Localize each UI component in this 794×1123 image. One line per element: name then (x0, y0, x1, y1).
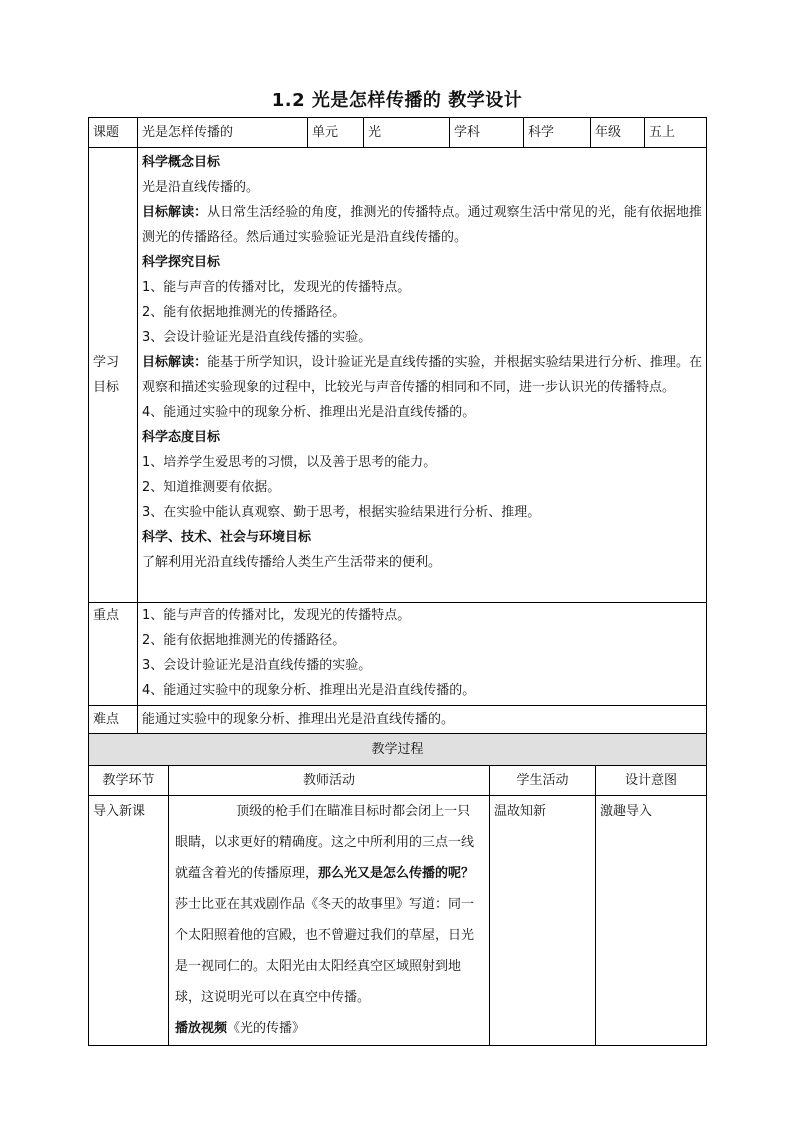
attitude-heading: 科学态度目标 (142, 430, 221, 445)
grade-value: 五上 (645, 118, 707, 148)
document-title: 1.2 光是怎样传播的 教学设计 (271, 90, 523, 111)
inquiry-item: 4、能通过实验中的现象分析、推理出光是沿直线传播的。 (142, 405, 476, 420)
inquiry-explanation: 目标解读：能基于所学知识，设计验证光是直线传播的实验，并根据实验结果进行分析、推理。在观察和描述实验现象的过程中，比较光与声音传播的相同和不同，进一步认识光的传播特点。 (142, 355, 702, 395)
key-points-content (138, 603, 707, 706)
objectives-content (138, 148, 707, 603)
video-line: 播放视频《光的传播》 (175, 1021, 306, 1036)
inquiry-item: 1、能与声音的传播对比，发现光的传播特点。 (142, 280, 411, 295)
subject-label: 学科 (450, 118, 524, 148)
stage-cell: 导入新课 (89, 796, 169, 1046)
teacher-activity-cell (169, 796, 490, 1046)
key-points-row (89, 603, 707, 706)
header-row (89, 118, 707, 148)
attitude-item: 3、在实验中能认真观察、勤于思考，根据实验结果进行分析、推理。 (142, 505, 541, 520)
col-header-intent: 设计意图 (596, 766, 707, 796)
objectives-label: 学习目标 (89, 148, 138, 603)
attitude-item: 2、知道推测要有依据。 (142, 480, 281, 495)
inquiry-item: 3、会设计验证光是沿直线传播的实验。 (142, 330, 372, 345)
process-heading-row (89, 734, 707, 766)
difficulty-text: 能通过实验中的现象分析、推理出光是沿直线传播的。 (138, 706, 707, 734)
key-point-item: 4、能通过实验中的现象分析、推理出光是沿直线传播的。 (142, 683, 476, 698)
difficulty-label: 难点 (89, 706, 138, 734)
design-intent-cell: 激趣导入 (596, 796, 707, 1046)
inquiry-heading: 科学探究目标 (142, 255, 221, 270)
teaching-process-table (88, 733, 707, 1046)
topic-label: 课题 (89, 118, 138, 148)
attitude-item: 1、培养学生爱思考的习惯，以及善于思考的能力。 (142, 455, 437, 470)
grade-label: 年级 (591, 118, 645, 148)
concept-explanation: 目标解读：从日常生活经验的角度，推测光的传播特点。通过观察生活中常见的光，能有依据地推测光的传播路径。然后通过实验验证光是沿直线传播的。 (142, 205, 702, 245)
concept-text: 光是沿直线传播的。 (142, 180, 260, 195)
key-points-label: 重点 (89, 603, 138, 706)
col-header-stage: 教学环节 (89, 766, 169, 796)
lesson-info-table (88, 117, 707, 734)
process-column-headers (89, 766, 707, 796)
sts-heading: 科学、技术、社会与环境目标 (142, 530, 312, 545)
sts-text: 了解利用光沿直线传播给人类生产生活带来的便利。 (142, 555, 442, 570)
table-row (89, 796, 707, 1046)
objectives-row (89, 148, 707, 603)
process-heading: 教学过程 (89, 734, 707, 766)
col-header-teacher: 教师活动 (169, 766, 490, 796)
inquiry-item: 2、能有依据地推测光的传播路径。 (142, 305, 346, 320)
teacher-activity-text: 顶级的枪手们在瞄准目标时都会闭上一只眼睛，以求更好的精确度。这之中所利用的三点一线就蕴含着光的传播原理，那么光又是怎么传播的呢？莎士比亚在其戏剧作品《冬天的故事里》写道：同一个太阳照着他的宫殿，也不曾避过我们的草屋，日光是一视同仁的。太阳光由太阳经真空区域照射到地球，这说明光可以在真空中传播。 (175, 804, 475, 1005)
unit-value: 光 (364, 118, 450, 148)
subject-value: 科学 (524, 118, 591, 148)
key-point-item: 3、会设计验证光是沿直线传播的实验。 (142, 658, 372, 673)
col-header-student: 学生活动 (490, 766, 596, 796)
unit-label: 单元 (308, 118, 364, 148)
difficulty-row (89, 706, 707, 734)
concept-heading: 科学概念目标 (142, 155, 221, 170)
topic-value: 光是怎样传播的 (138, 118, 308, 148)
key-point-item: 2、能有依据地推测光的传播路径。 (142, 633, 346, 648)
key-point-item: 1、能与声音的传播对比，发现光的传播特点。 (142, 608, 411, 623)
student-activity-cell: 温故知新 (490, 796, 596, 1046)
